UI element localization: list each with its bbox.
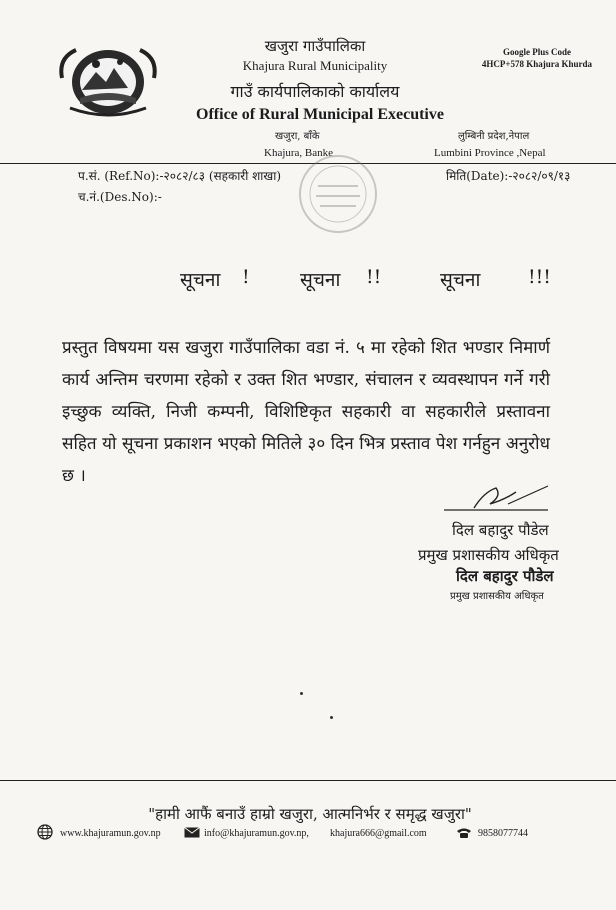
footer-website[interactable]: www.khajuramun.gov.np xyxy=(60,828,161,839)
footer-motto: "हामी आफैं बनाउँ हाम्रो खजुरा, आत्मनिर्भर र समृद्ध खजुरा" xyxy=(148,805,472,823)
google-plus-code-value: 4HCP+578 Khajura Khurda xyxy=(481,59,593,69)
speck xyxy=(300,692,303,695)
notice-word-2: सूचना xyxy=(300,269,341,291)
phone-icon xyxy=(456,827,472,839)
notice-body: प्रस्तुत विषयमा यस खजुरा गाउँपालिका वडा नं. ५ मा रहेको शित भण्डार निमार्ण कार्य अन्तिम चरणमा रहेको र उक्त शित भण्डार, संचालन र व्यवस्थापन गर्ने गरी इच्छुक व्यक्ति, निजी कम्पनी, विशिष्टिकृत सहकारी वा सहकारीले प्रस्तावना सहित यो सूचना प्रकाशन भएको मितिले ३० दिन भित्र प्रस्ताव पेश गर्नहुन अनुरोध छ । xyxy=(62,338,550,486)
google-plus-code xyxy=(462,46,612,70)
footer-phone[interactable]: 9858077744 xyxy=(478,828,528,839)
address-en: Khajura, Banke xyxy=(264,147,334,159)
letter-date: मिति(Date):-२०८२/०९/१३ xyxy=(446,169,571,183)
stamp-signatory-title: प्रमुख प्रशासकीय अधिकृत xyxy=(450,591,544,602)
notice-mark-3: !!! xyxy=(528,266,551,288)
signatory-title: प्रमुख प्रशासकीय अधिकृत xyxy=(418,546,559,564)
footer-email-1[interactable]: info@khajuramun.gov.np, xyxy=(204,828,309,839)
emblem-icon xyxy=(56,38,160,124)
notice-mark-1: ! xyxy=(242,266,250,288)
dispatch-number: च.नं.(Des.No):- xyxy=(78,190,162,204)
google-plus-code-label: Google Plus Code xyxy=(502,47,571,57)
office-name-np: गाउँ कार्यपालिकाको कार्यालय xyxy=(230,82,400,101)
province-en: Lumbini Province ,Nepal xyxy=(434,147,546,159)
notice-word-3: सूचना xyxy=(440,269,481,291)
stamp-signatory-name: दिल बहादुर पौडेल xyxy=(456,567,554,585)
notice-word-1: सूचना xyxy=(180,269,221,291)
globe-icon xyxy=(36,824,54,840)
signature-icon xyxy=(444,482,554,516)
reference-number: प.सं. (Ref.No):-२०८२/८३ (सहकारी शाखा) xyxy=(78,169,282,183)
office-name-en: Office of Rural Municipal Executive xyxy=(196,106,444,123)
footer-divider xyxy=(0,780,616,781)
mail-icon xyxy=(184,827,200,838)
address-np: खजुरा, बाँके xyxy=(275,131,320,142)
municipality-name-np: खजुरा गाउँपालिका xyxy=(264,37,366,55)
municipality-name-en: Khajura Rural Municipality xyxy=(242,58,388,73)
province-np: लुम्बिनी प्रदेश,नेपाल xyxy=(458,131,530,142)
speck xyxy=(330,716,333,719)
signatory-name: दिल बहादुर पौडेल xyxy=(452,521,549,539)
seal-stamp-icon xyxy=(278,150,388,240)
footer-email-2[interactable]: khajura666@gmail.com xyxy=(330,828,427,839)
notice-mark-2: !! xyxy=(366,266,382,288)
